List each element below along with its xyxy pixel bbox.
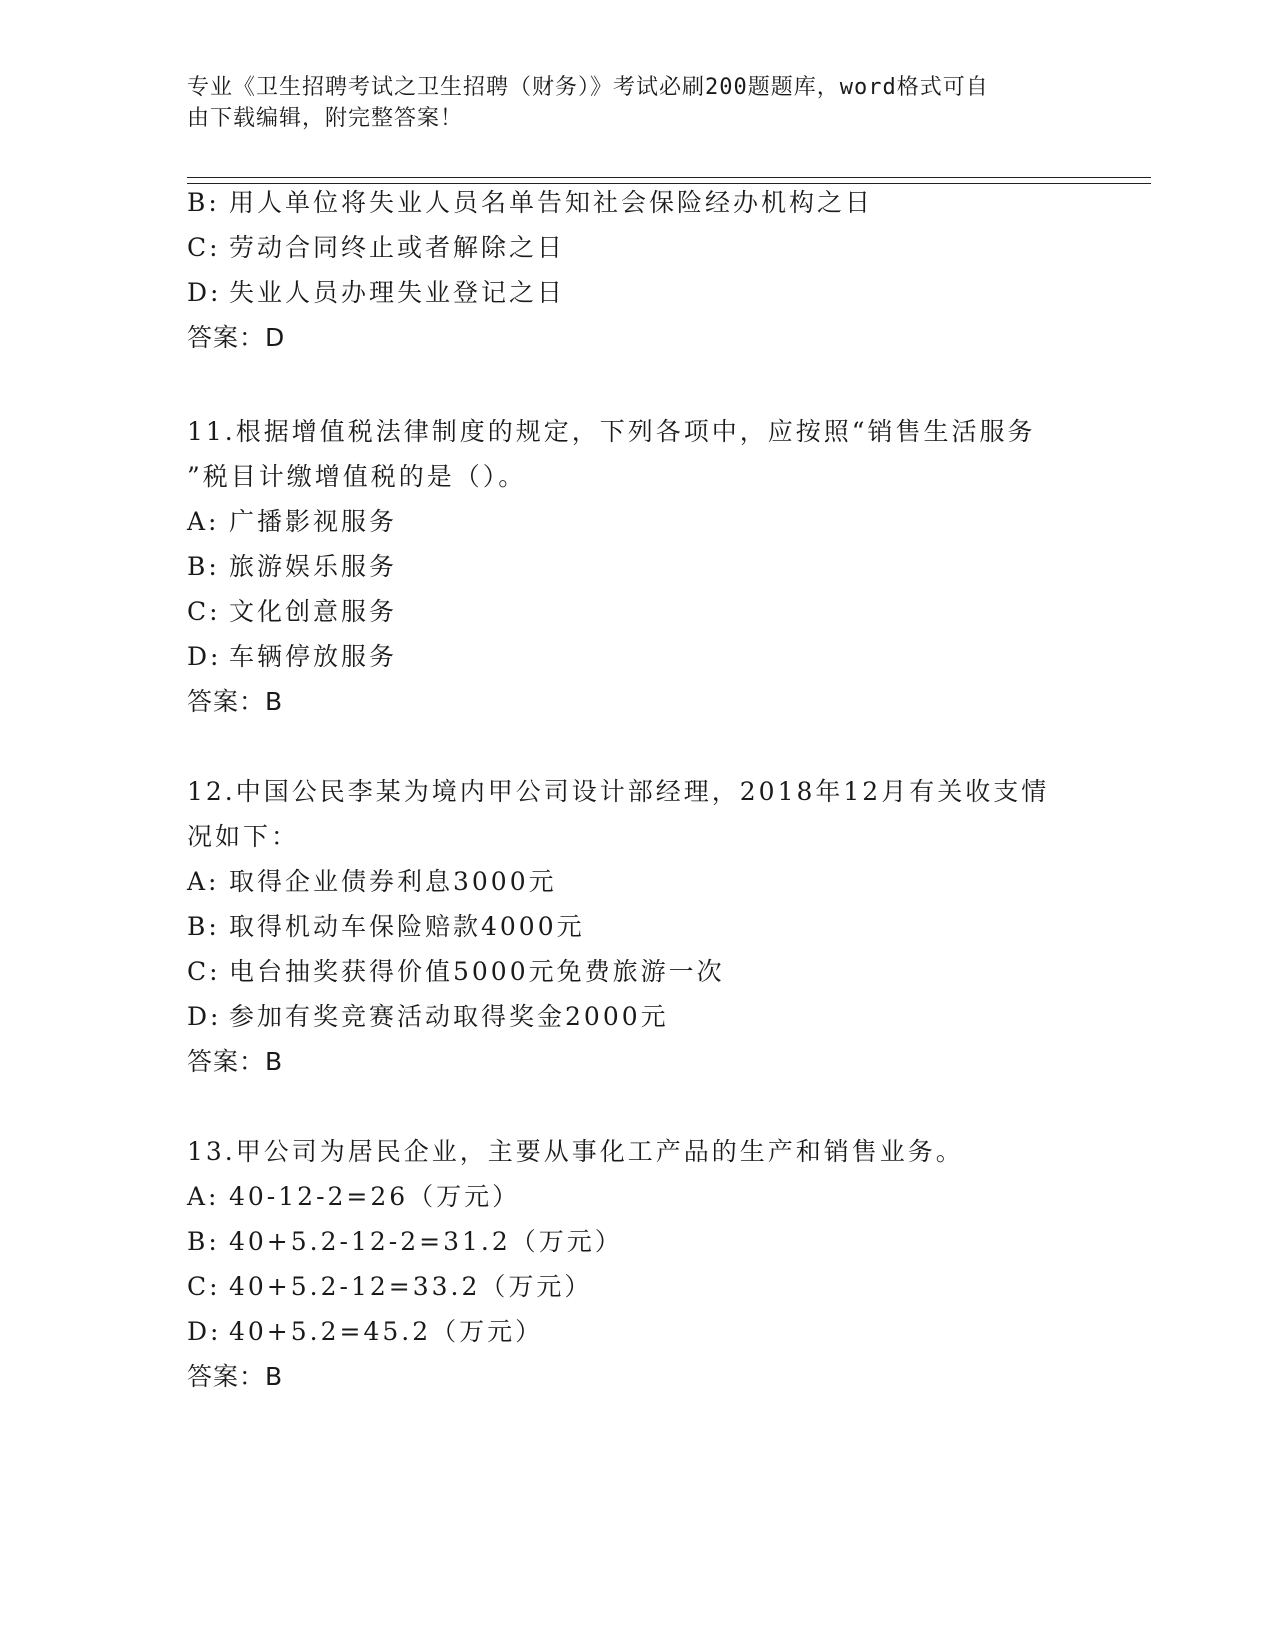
option-b (187, 544, 1087, 589)
answer: 答案：B (187, 1047, 284, 1076)
option-text: 广播影视服务 (229, 507, 398, 536)
option-text: 车辆停放服务 (229, 642, 398, 671)
option-label: B: (187, 552, 220, 581)
option-text: 旅游娱乐服务 (229, 552, 398, 581)
option-label: D: (187, 278, 222, 307)
option-text: 文化创意服务 (229, 597, 398, 626)
question-11 (187, 409, 1087, 725)
option-c (187, 589, 1087, 634)
option-label: D: (187, 642, 222, 671)
question-title-line-1: 13.甲公司为居民企业，主要从事化工产品的生产和销售业务。 (187, 1137, 964, 1166)
option-text: 40+5.2-12=33.2（万元） (229, 1272, 593, 1301)
option-text: 失业人员办理失业登记之日 (229, 278, 566, 307)
option-label: A: (187, 507, 220, 536)
option-d (187, 994, 1087, 1039)
option-text: 取得机动车保险赔款4000元 (229, 912, 585, 941)
option-label: B: (187, 188, 220, 217)
option-label: D: (187, 1317, 222, 1346)
option-d (187, 634, 1087, 679)
option-c (187, 225, 1087, 270)
option-label: A: (187, 1182, 220, 1211)
option-text: 取得企业债券利息3000元 (229, 867, 557, 896)
option-c (187, 1264, 1087, 1309)
option-text: 用人单位将失业人员名单告知社会保险经办机构之日 (229, 188, 874, 217)
document-header (187, 72, 1067, 134)
option-c (187, 949, 1087, 994)
header-line-1: 专业《卫生招聘考试之卫生招聘（财务）》考试必刷200题题库，word格式可自 (187, 75, 989, 100)
option-label: B: (187, 912, 220, 941)
header-line-2: 由下载编辑，附完整答案！ (187, 106, 464, 131)
option-label: A: (187, 867, 220, 896)
question-13 (187, 1129, 1087, 1400)
option-text: 40+5.2-12-2=31.2（万元） (229, 1227, 623, 1256)
option-b (187, 904, 1087, 949)
answer: 答案：D (187, 323, 286, 352)
question-title-line-2: ”税目计缴增值税的是（）。 (187, 462, 527, 491)
answer: 答案：B (187, 1362, 284, 1391)
option-label: C: (187, 1272, 221, 1301)
option-a (187, 859, 1087, 904)
option-label: B: (187, 1227, 220, 1256)
option-text: 参加有奖竞赛活动取得奖金2000元 (229, 1002, 669, 1031)
option-b (187, 180, 1087, 225)
question-title-line-2: 况如下： (187, 822, 300, 851)
option-label: C: (187, 233, 221, 262)
question-12 (187, 769, 1087, 1085)
question-title-line-1: 11.根据增值税法律制度的规定，下列各项中，应按照“销售生活服务 (187, 417, 1036, 446)
option-d (187, 270, 1087, 315)
option-a (187, 1174, 1087, 1219)
option-label: D: (187, 1002, 222, 1031)
option-text: 40+5.2=45.2（万元） (229, 1317, 544, 1346)
option-text: 40-12-2=26（万元） (229, 1182, 521, 1211)
option-b (187, 1219, 1087, 1264)
question-title-line-1: 12.中国公民李某为境内甲公司设计部经理，2018年12月有关收支情 (187, 777, 1050, 806)
option-a (187, 499, 1087, 544)
question-10 (187, 180, 1087, 361)
option-label: C: (187, 957, 221, 986)
option-text: 电台抽奖获得价值5000元免费旅游一次 (229, 957, 725, 986)
option-text: 劳动合同终止或者解除之日 (229, 233, 566, 262)
option-label: C: (187, 597, 221, 626)
option-d (187, 1309, 1087, 1354)
header-divider-top (187, 177, 1151, 178)
answer: 答案：B (187, 687, 284, 716)
